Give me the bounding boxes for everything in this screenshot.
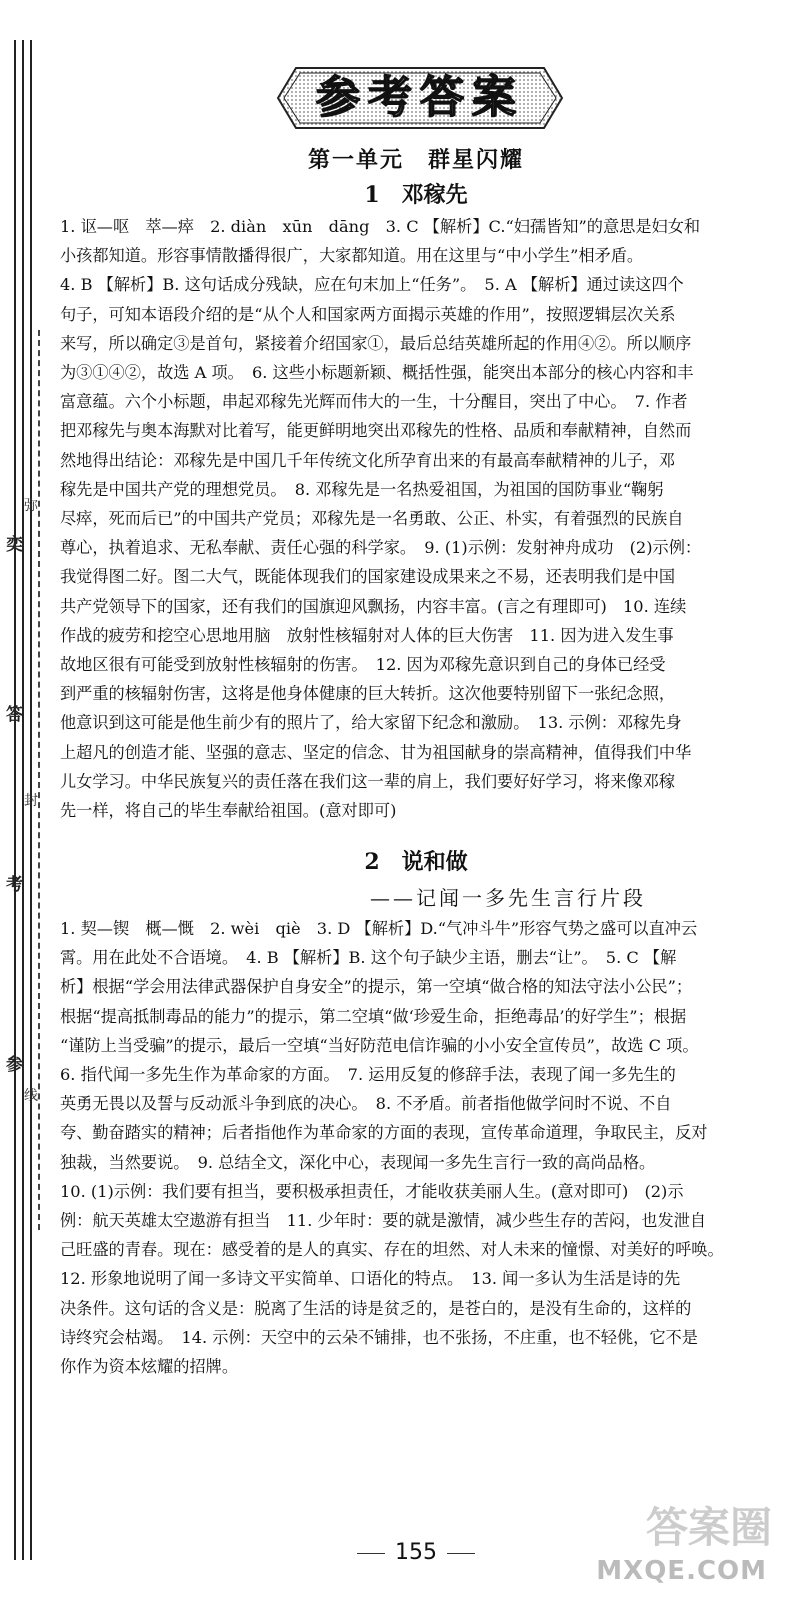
- binding-char: 奕: [6, 535, 23, 555]
- answer-line: 独裁，当然要说。 9. 总结全文，深化中心，表现闻一多先生言行一致的高尚品格。: [60, 1152, 656, 1172]
- lesson-subtitle: ——记闻一多先生言行片段: [370, 886, 646, 910]
- answer-line: 4. B 【解析】B. 这句话成分残缺，应在句末加上“任务”。 5. A 【解析】通过读这四个: [60, 275, 684, 295]
- binding-char: 参: [6, 1055, 23, 1075]
- banner-title: 参考答案: [316, 72, 524, 123]
- binding-char: 答: [6, 705, 23, 725]
- answer-line: 儿女学习。中华民族复兴的责任落在我们这一辈的肩上，我们要好好学习，将来像邓稼: [60, 771, 676, 791]
- answer-line: 1. 契—锲 概—慨 2. wèi qiè 3. D 【解析】D.“气冲斗牛”形容气势之盛可以直冲云: [60, 919, 698, 938]
- lesson1-answers: [60, 212, 772, 825]
- cut-line: [38, 330, 40, 1230]
- answer-line: 尊心，执着追求、无私奉献、责任心强的科学家。 9. (1)示例：发射神舟成功 (2)示例：: [60, 538, 702, 558]
- answer-banner: [270, 62, 570, 134]
- answer-line: 1. 讴—呕 萃—瘁 2. diàn xūn dāng 3. C 【解析】C.“妇孺皆知”的意思是妇女和: [60, 217, 701, 236]
- answer-line: 为③①④②，故选 A 项。 6. 这些小标题新颖、概括性强，能突出本部分的核心内容和丰: [60, 363, 694, 383]
- answer-line: 小孩都知道。形容事情散播得很广，大家都知道。用在这里与“中小学生”相矛盾。: [60, 246, 644, 266]
- answer-line: 霄。用在此处不合语境。 4. B 【解析】B. 这个句子缺少主语，删去“让”。 5. C 【解: [60, 948, 677, 968]
- page-number-value: 155: [395, 1540, 437, 1565]
- answer-line: 作战的疲劳和挖空心思地用脑 放射性核辐射对人体的巨大伤害 11. 因为进入发生事: [60, 625, 674, 645]
- answer-line: 析】根据“学会用法律武器保护自身安全”的提示，第一空填“做合格的知法守法小公民”；: [60, 977, 693, 997]
- answer-line: 把邓稼先与奥本海默对比着写，能更鲜明地突出邓稼先的性格、品质和奉献精神，自然而: [60, 421, 692, 441]
- answer-line: 我觉得图二好。图二大气，既能体现我们的国家建设成果来之不易，还表明我们是中国: [60, 567, 676, 587]
- binding-char: 封: [24, 793, 38, 809]
- answer-line: 英勇无畏以及誓与反动派斗争到底的决心。 8. 不矛盾。前者指他做学问时不说、不自: [60, 1094, 672, 1114]
- answer-line: “谨防上当受骗”的提示，最后一空填“当好防范电信诈骗的小小安全宣传员”，故选 C 项。: [60, 1035, 699, 1055]
- watermark-logo: 答案圈: [645, 1503, 772, 1552]
- binding-char: 考: [6, 875, 23, 895]
- answer-line: 根据“提高抵制毒品的能力”的提示，第二空填“做‘珍爱生命，拒绝毒品’的好学生”；根据: [60, 1006, 687, 1026]
- lesson-title: 2 说和做: [364, 849, 468, 875]
- binding-char: 弥: [24, 498, 38, 514]
- binding-char: 线: [24, 1088, 38, 1104]
- answer-line: 故地区很有可能受到放射性核辐射的伤害。 12. 因为邓稼先意识到自己的身体已经受: [60, 655, 666, 675]
- answer-line: 然地得出结论：邓稼先是中国几千年传统文化所孕育出来的有最高奉献精神的儿子，邓: [60, 450, 676, 470]
- answer-line: 你作为资本炫耀的招牌。: [60, 1357, 239, 1377]
- answer-line: 到严重的核辐射伤害，这将是他身体健康的巨大转折。这次他要特别留下一张纪念照，: [60, 684, 676, 704]
- answer-line: 例：航天英雄太空遨游有担当 11. 少年时：要的就是激情，减少些生存的苦闷，也发泄自: [60, 1211, 707, 1231]
- answer-line: 诗终究会枯竭。 14. 示例：天空中的云朵不铺排，也不张扬，不庄重，也不轻佻，它不是: [60, 1327, 698, 1347]
- answer-line: 富意蕴。六个小标题，串起邓稼先光辉而伟大的一生，十分醒目，突出了中心。 7. 作者: [60, 392, 688, 412]
- answer-line: 句子，可知本语段介绍的是“从个人和国家两方面揭示英雄的作用”，按照逻辑层次关系: [60, 304, 676, 324]
- answer-line: 先一样，将自己的毕生奉献给祖国。(意对即可): [60, 801, 397, 821]
- answer-line: 共产党领导下的国家，还有我们的国旗迎风飘扬，内容丰富。(言之有理即可) 10. 连续: [60, 596, 687, 616]
- binding-line: [14, 40, 16, 1560]
- answer-line: 己旺盛的青春。现在：感受着的是人的真实、存在的坦然、对人未来的憧憬、对美好的呼唤。: [60, 1240, 724, 1260]
- answer-line: 稼先是中国共产党的理想党员。 8. 邓稼先是一名热爱祖国，为祖国的国防事业“鞠躬: [60, 479, 664, 499]
- answer-line: 来写，所以确定③是首句，紧接着介绍国家①，最后总结英雄所起的作用④②。所以顺序: [60, 333, 692, 353]
- answer-line: 决条件。这句话的含义是：脱离了生活的诗是贫乏的，是苍白的，是没有生命的，这样的: [60, 1298, 692, 1318]
- unit-title: 第一单元 群星闪耀: [307, 147, 524, 173]
- answer-line: 夸、勤奋踏实的精神；后者指他作为革命家的方面的表现，宣传革命道理，争取民主，反对: [60, 1123, 708, 1143]
- answer-line: 10. (1)示例：我们要有担当，要积极承担责任，才能收获美丽人生。(意对即可) (2)示: [60, 1181, 684, 1201]
- answer-line: 6. 指代闻一多先生作为革命家的方面。 7. 运用反复的修辞手法，表现了闻一多先生的: [60, 1065, 676, 1085]
- answer-page: [60, 0, 772, 1600]
- answer-line: 上超凡的创造才能、坚强的意志、坚定的信念、甘为祖国献身的崇高精神，值得我们中华: [60, 742, 692, 762]
- lesson2-answers: [60, 914, 772, 1381]
- answer-line: 他意识到这可能是他生前少有的照片了，给大家留下纪念和激励。 13. 示例：邓稼先身: [60, 713, 682, 733]
- lesson-title: 1 邓稼先: [364, 182, 468, 208]
- answer-line: 尽瘁，死而后已”的中国共产党员；邓稼先是一名勇敢、公正、朴实，有着强烈的民族自: [60, 509, 684, 529]
- answer-line: 12. 形象地说明了闻一多诗文平实简单、口语化的特点。 13. 闻一多认为生活是诗的先: [60, 1269, 681, 1289]
- binding-margin: [0, 0, 58, 1600]
- watermark-site: MXQE.COM: [596, 1556, 767, 1586]
